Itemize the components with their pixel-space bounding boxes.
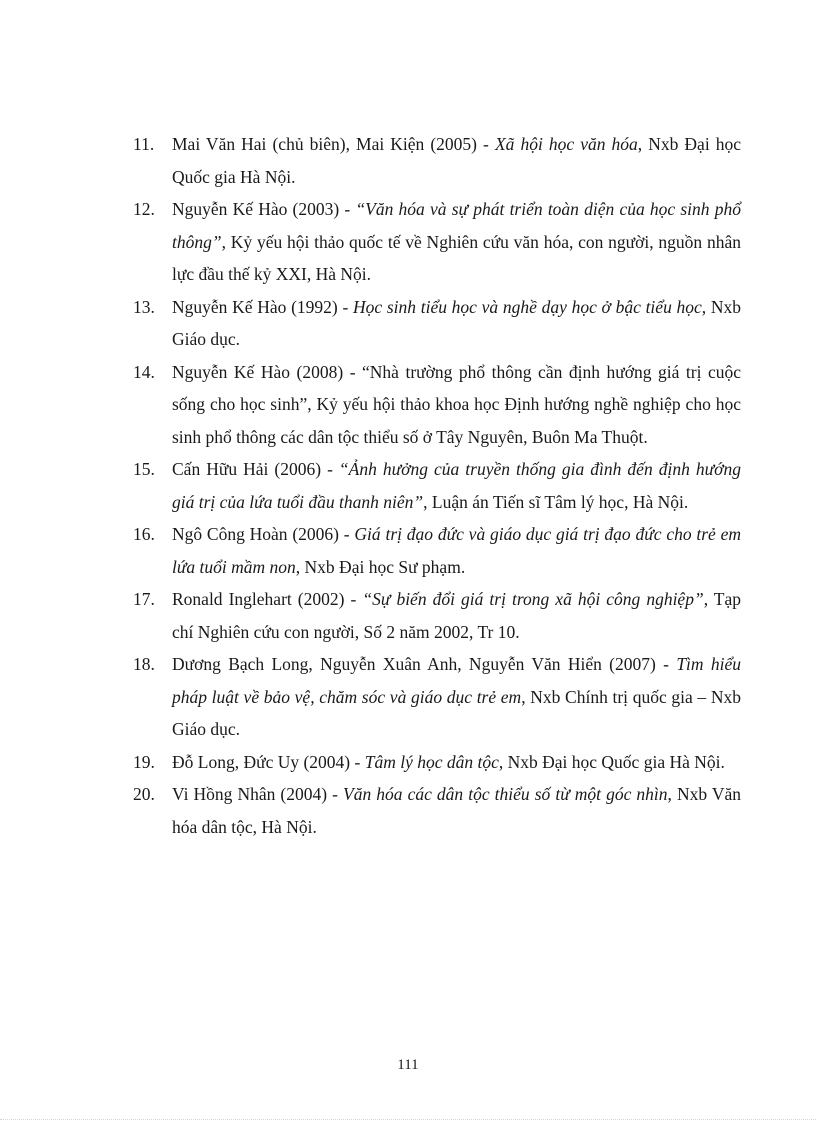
reference-details: “Nhà trường phổ thông cần định hướng giá trị cuộc sống cho học sinh”, Kỷ yếu hội thảo khoa học Định hướng nghề nghiệp cho học sinh phổ thông các dân tộc thiểu số ở Tây Nguyên, Buôn Ma Thuột. (172, 361, 741, 447)
reference-separator: - (339, 524, 355, 544)
reference-item (133, 128, 741, 193)
reference-separator: - (343, 361, 363, 382)
reference-number: 12. (133, 199, 155, 219)
reference-separator: - (337, 296, 353, 317)
reference-item (133, 193, 741, 291)
reference-list (133, 128, 741, 843)
reference-separator: - (339, 199, 356, 219)
reference-item (133, 648, 741, 746)
reference-title: Xã hội học văn hóa (494, 134, 638, 154)
reference-details: , Tạp chí Nghiên cứu con người, Số 2 năm 2002, Tr 10. (172, 589, 741, 642)
reference-title: “Sự biến đổi giá trị trong xã hội công nghiệp” (362, 589, 704, 609)
reference-title: Học sinh tiểu học và nghề dạy học ở bậc tiểu học (353, 296, 702, 317)
reference-author: Cấn Hữu Hải (2006) (172, 459, 322, 479)
reference-item (133, 746, 741, 779)
reference-item (133, 453, 741, 518)
reference-author: Nguyễn Kế Hào (2003) (172, 199, 340, 219)
reference-separator: - (344, 589, 363, 609)
reference-author: Vi Hồng Nhân (2004) (172, 784, 328, 804)
reference-separator: - (327, 784, 344, 804)
reference-details: , Luận án Tiến sĩ Tâm lý học, Hà Nội. (423, 491, 689, 512)
reference-title: “Ảnh hưởng của truyền thống gia đình đến định hướng giá trị của lứa tuổi đầu thanh niên” (172, 459, 741, 512)
reference-author: Ronald Inglehart (2002) (172, 589, 345, 609)
reference-number: 19. (133, 751, 155, 772)
reference-number: 13. (133, 296, 155, 317)
reference-title: Tìm hiểu pháp luật về bảo vệ, chăm sóc và giáo dục trẻ em (172, 654, 741, 707)
reference-number: 11. (133, 134, 155, 154)
reference-details: , Kỷ yếu hội thảo quốc tế về Nghiên cứu văn hóa, con người, nguồn nhân lực đầu thế kỷ XXI, Hà Nội. (172, 231, 741, 284)
reference-author: Mai Văn Hai (chủ biên), Mai Kiện (2005) (172, 134, 477, 154)
reference-separator: - (477, 134, 495, 154)
reference-number: 15. (133, 459, 155, 479)
reference-author: Nguyễn Kế Hào (2008) (172, 361, 344, 382)
reference-title: Văn hóa các dân tộc thiểu số từ một góc nhìn (343, 784, 668, 804)
reference-author: Nguyễn Kế Hào (1992) (172, 296, 338, 317)
reference-author: Đỗ Long, Đức Uy (2004) (172, 751, 351, 772)
reference-title: “Văn hóa và sự phát triển toàn diện của học sinh phổ thông” (172, 199, 741, 252)
reference-item (133, 583, 741, 648)
reference-author: Dương Bạch Long, Nguyễn Xuân Anh, Nguyễn Văn Hiển (2007) (172, 654, 656, 674)
reference-title: Tâm lý học dân tộc (364, 751, 499, 772)
reference-number: 16. (133, 524, 155, 544)
reference-title: Giá trị đạo đức và giáo dục giá trị đạo đức cho trẻ em lứa tuổi mầm non (172, 524, 742, 577)
reference-details: , Nxb Chính trị quốc gia – Nxb Giáo dục. (172, 686, 741, 739)
reference-separator: - (655, 654, 677, 674)
reference-number: 20. (133, 784, 155, 804)
reference-author: Ngô Công Hoàn (2006) (172, 524, 339, 544)
reference-number: 14. (133, 361, 155, 382)
reference-item (133, 518, 741, 583)
reference-details: , Nxb Giáo dục. (172, 296, 742, 349)
page-number: 111 (397, 1057, 419, 1073)
reference-number: 17. (133, 589, 155, 609)
reference-item (133, 778, 741, 843)
reference-separator: - (321, 459, 339, 479)
reference-separator: - (350, 751, 365, 772)
reference-details: , Nxb Văn hóa dân tộc, Hà Nội. (172, 784, 742, 837)
reference-number: 18. (133, 654, 155, 674)
reference-item (133, 356, 741, 454)
reference-item (133, 291, 741, 356)
page-bottom-divider (0, 1119, 816, 1120)
reference-details: , Nxb Đại học Quốc gia Hà Nội. (172, 134, 742, 187)
reference-details: , Nxb Đại học Sư phạm. (295, 556, 466, 577)
reference-details: , Nxb Đại học Quốc gia Hà Nội. (498, 751, 725, 772)
